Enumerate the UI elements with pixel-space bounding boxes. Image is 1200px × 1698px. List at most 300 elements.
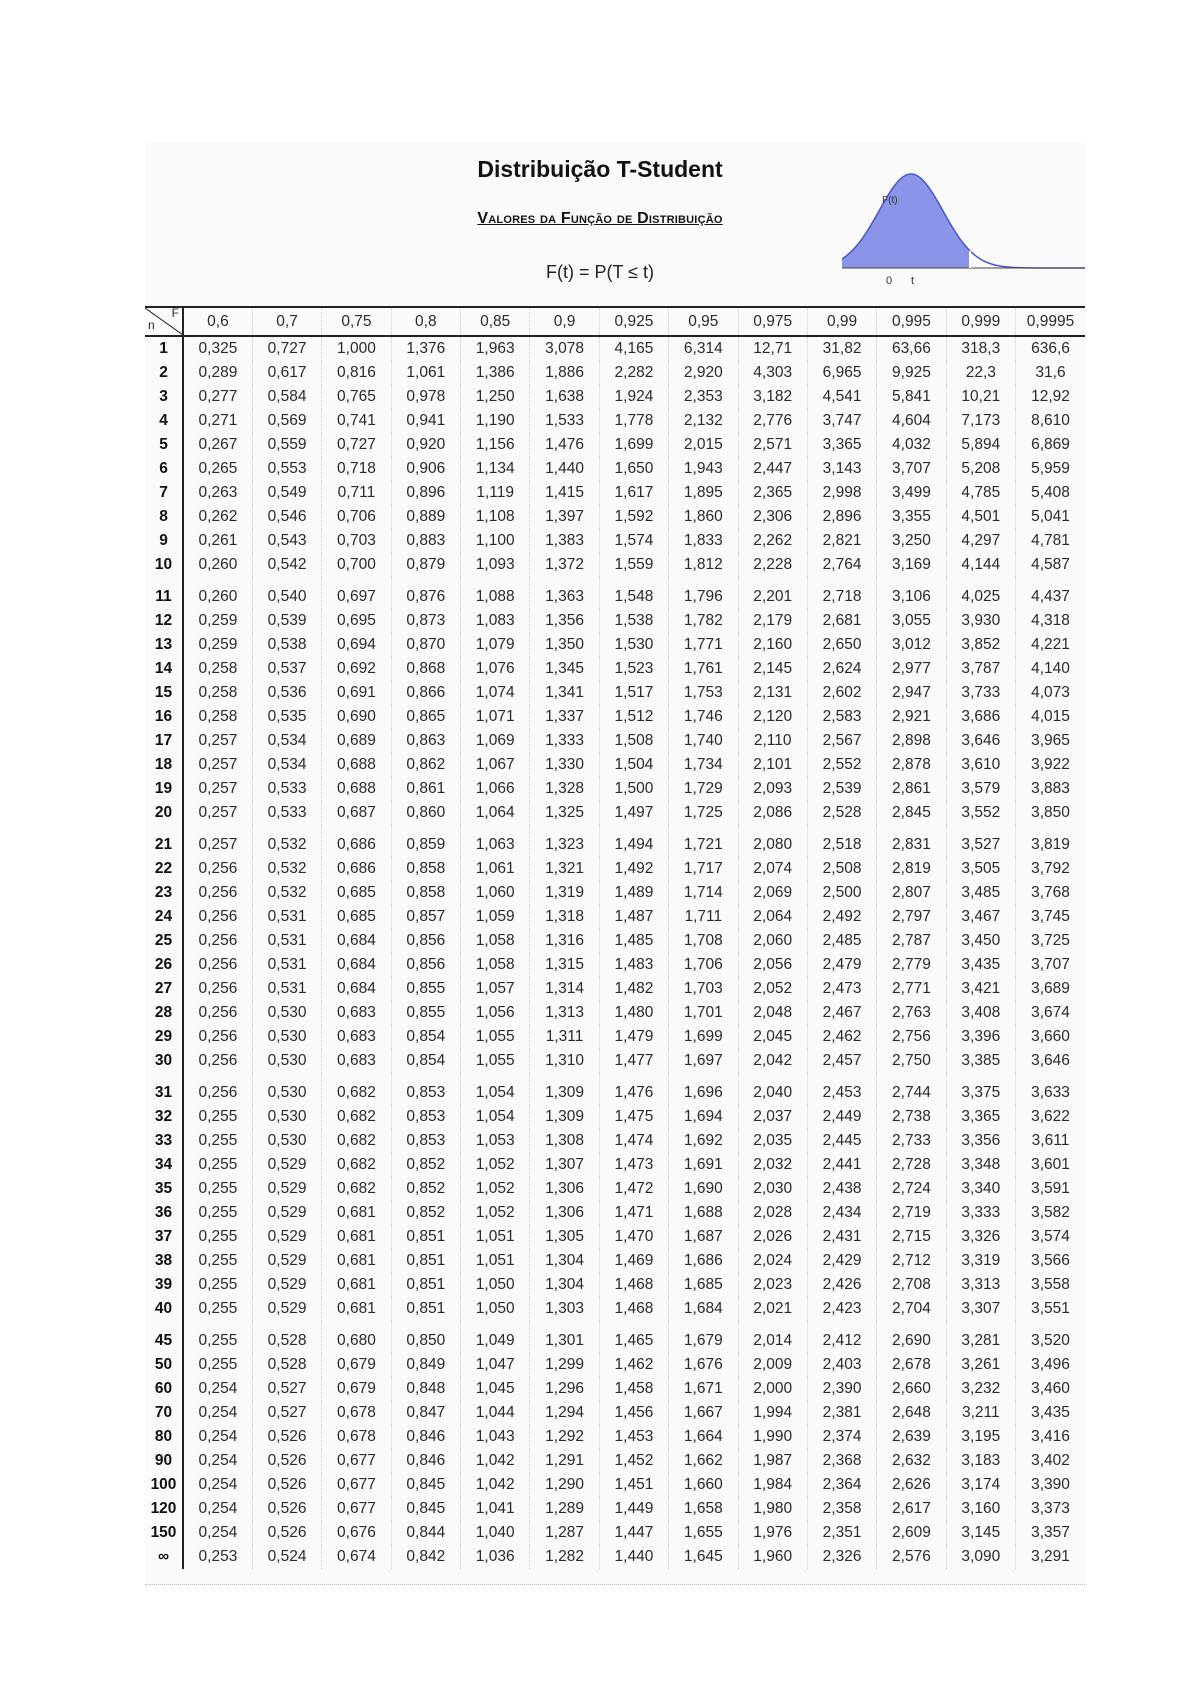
table-cell: 2,457 <box>807 1049 876 1073</box>
table-cell: 3,566 <box>1016 1249 1086 1273</box>
table-cell: 0,260 <box>183 577 252 609</box>
table-cell: 3,496 <box>1016 1353 1086 1377</box>
table-cell: 1,308 <box>530 1129 599 1153</box>
table-cell: 2,719 <box>877 1201 946 1225</box>
table-cell: 1,345 <box>530 657 599 681</box>
table-cell: 2,093 <box>738 777 807 801</box>
table-cell: 2,074 <box>738 857 807 881</box>
table-row <box>145 705 1085 729</box>
table-cell: 0,681 <box>322 1273 391 1297</box>
table-cell: 0,534 <box>252 753 321 777</box>
table-row <box>145 929 1085 953</box>
table-cell: 0,852 <box>391 1177 460 1201</box>
table-cell: 0,854 <box>391 1025 460 1049</box>
table-cell: 0,259 <box>183 609 252 633</box>
table-cell: 2,787 <box>877 929 946 953</box>
table-cell: 2,160 <box>738 633 807 657</box>
table-cell: 2,492 <box>807 905 876 929</box>
table-cell: 0,852 <box>391 1201 460 1225</box>
table-cell: 0,681 <box>322 1297 391 1321</box>
table-cell: 22,3 <box>946 361 1015 385</box>
table-cell: 0,683 <box>322 1025 391 1049</box>
table-cell: 0,530 <box>252 1129 321 1153</box>
degrees-of-freedom-cell: 13 <box>145 633 183 657</box>
table-cell: 1,667 <box>669 1401 738 1425</box>
table-cell: 1,943 <box>669 457 738 481</box>
table-cell: 1,734 <box>669 753 738 777</box>
table-cell: 1,533 <box>530 409 599 433</box>
table-cell: 3,527 <box>946 825 1015 857</box>
table-cell: 5,894 <box>946 433 1015 457</box>
table-cell: 0,680 <box>322 1321 391 1353</box>
table-cell: 6,965 <box>807 361 876 385</box>
table-cell: 1,440 <box>599 1545 668 1569</box>
table-cell: 4,144 <box>946 553 1015 577</box>
table-cell: 1,330 <box>530 753 599 777</box>
table-cell: 1,474 <box>599 1129 668 1153</box>
table-cell: 2,750 <box>877 1049 946 1073</box>
column-header: 0,99 <box>807 307 876 336</box>
table-cell: 1,055 <box>461 1049 530 1073</box>
table-cell: 3,611 <box>1016 1129 1086 1153</box>
table-row <box>145 1497 1085 1521</box>
table-cell: 2,609 <box>877 1521 946 1545</box>
table-cell: 0,677 <box>322 1473 391 1497</box>
table-cell: 3,819 <box>1016 825 1086 857</box>
table-cell: 3,326 <box>946 1225 1015 1249</box>
table-cell: 1,976 <box>738 1521 807 1545</box>
table-cell: 2,445 <box>807 1129 876 1153</box>
table-cell: 1,045 <box>461 1377 530 1401</box>
table-cell: 0,530 <box>252 1073 321 1105</box>
table-cell: 0,849 <box>391 1353 460 1377</box>
table-cell: 0,851 <box>391 1249 460 1273</box>
table-cell: 2,374 <box>807 1425 876 1449</box>
table-row <box>145 457 1085 481</box>
table-cell: 3,183 <box>946 1449 1015 1473</box>
table-cell: 1,687 <box>669 1225 738 1249</box>
table-cell: 1,057 <box>461 977 530 1001</box>
table-cell: 0,527 <box>252 1401 321 1425</box>
table-cell: 0,678 <box>322 1401 391 1425</box>
table-cell: 1,383 <box>530 529 599 553</box>
table-cell: 1,468 <box>599 1273 668 1297</box>
table-cell: 0,254 <box>183 1449 252 1473</box>
table-cell: 0,679 <box>322 1353 391 1377</box>
degrees-of-freedom-cell: 17 <box>145 729 183 753</box>
table-cell: 3,745 <box>1016 905 1086 929</box>
degrees-of-freedom-cell: 16 <box>145 705 183 729</box>
table-cell: 1,617 <box>599 481 668 505</box>
table-cell: 0,861 <box>391 777 460 801</box>
table-cell: 2,583 <box>807 705 876 729</box>
degrees-of-freedom-cell: 150 <box>145 1521 183 1545</box>
table-cell: 1,042 <box>461 1473 530 1497</box>
table-cell: 1,860 <box>669 505 738 529</box>
table-cell: 1,497 <box>599 801 668 825</box>
table-cell: 63,66 <box>877 336 946 361</box>
table-cell: 0,866 <box>391 681 460 705</box>
table-cell: 1,701 <box>669 1001 738 1025</box>
table-cell: 2,429 <box>807 1249 876 1273</box>
table-cell: 0,540 <box>252 577 321 609</box>
table-cell: 0,259 <box>183 633 252 657</box>
table-row <box>145 1273 1085 1297</box>
table-cell: 1,304 <box>530 1249 599 1273</box>
table-cell: 1,333 <box>530 729 599 753</box>
table-cell: 0,870 <box>391 633 460 657</box>
table-cell: 2,365 <box>738 481 807 505</box>
table-cell: 1,924 <box>599 385 668 409</box>
table-cell: 1,056 <box>461 1001 530 1025</box>
table-corner <box>145 307 183 336</box>
table-cell: 0,265 <box>183 457 252 481</box>
degrees-of-freedom-cell: 80 <box>145 1425 183 1449</box>
corner-f-label: F <box>171 307 179 320</box>
table-cell: 0,674 <box>322 1545 391 1569</box>
table-cell: 1,299 <box>530 1353 599 1377</box>
table-cell: 3,365 <box>807 433 876 457</box>
table-cell: 2,028 <box>738 1201 807 1225</box>
table-cell: 1,290 <box>530 1473 599 1497</box>
table-cell: 4,025 <box>946 577 1015 609</box>
table-cell: 3,365 <box>946 1105 1015 1129</box>
table-cell: 0,255 <box>183 1321 252 1353</box>
table-cell: 2,771 <box>877 977 946 1001</box>
table-cell: 2,069 <box>738 881 807 905</box>
table-cell: 3,674 <box>1016 1001 1086 1025</box>
table-cell: 1,485 <box>599 929 668 953</box>
table-cell: 3,792 <box>1016 857 1086 881</box>
table-cell: 0,681 <box>322 1225 391 1249</box>
degrees-of-freedom-cell: 6 <box>145 457 183 481</box>
table-cell: 0,530 <box>252 1025 321 1049</box>
table-cell: 2,262 <box>738 529 807 553</box>
table-cell: 1,694 <box>669 1105 738 1129</box>
table-cell: 1,054 <box>461 1073 530 1105</box>
table-cell: 3,078 <box>530 336 599 361</box>
table-cell: 1,453 <box>599 1425 668 1449</box>
table-cell: 0,532 <box>252 857 321 881</box>
table-cell: 2,035 <box>738 1129 807 1153</box>
table-cell: 3,930 <box>946 609 1015 633</box>
table-cell: 0,255 <box>183 1297 252 1321</box>
table-cell: 2,467 <box>807 1001 876 1025</box>
table-cell: 3,552 <box>946 801 1015 825</box>
table-cell: 1,753 <box>669 681 738 705</box>
table-row <box>145 977 1085 1001</box>
table-row <box>145 657 1085 681</box>
table-cell: 1,470 <box>599 1225 668 1249</box>
table-cell: 0,256 <box>183 953 252 977</box>
table-cell: 3,348 <box>946 1153 1015 1177</box>
table-cell: 1,386 <box>461 361 530 385</box>
table-cell: 0,862 <box>391 753 460 777</box>
table-cell: 6,869 <box>1016 433 1086 457</box>
table-cell: 2,602 <box>807 681 876 705</box>
table-cell: 1,050 <box>461 1297 530 1321</box>
table-cell: 0,853 <box>391 1073 460 1105</box>
table-cell: 1,711 <box>669 905 738 929</box>
table-row <box>145 553 1085 577</box>
table-cell: 0,876 <box>391 577 460 609</box>
table-cell: 3,787 <box>946 657 1015 681</box>
table-cell: 2,426 <box>807 1273 876 1297</box>
table-cell: 1,692 <box>669 1129 738 1153</box>
table-cell: 3,965 <box>1016 729 1086 753</box>
table-cell: 3,646 <box>946 729 1015 753</box>
table-cell: 0,906 <box>391 457 460 481</box>
table-cell: 4,587 <box>1016 553 1086 577</box>
table-cell: 1,309 <box>530 1105 599 1129</box>
table-cell: 2,650 <box>807 633 876 657</box>
table-cell: 0,865 <box>391 705 460 729</box>
table-cell: 3,591 <box>1016 1177 1086 1201</box>
table-cell: 5,841 <box>877 385 946 409</box>
table-cell: 12,71 <box>738 336 807 361</box>
table-cell: 2,728 <box>877 1153 946 1177</box>
table-cell: 2,704 <box>877 1297 946 1321</box>
table-cell: 0,879 <box>391 553 460 577</box>
table-cell: 2,056 <box>738 953 807 977</box>
table-cell: 4,604 <box>877 409 946 433</box>
table-cell: 1,480 <box>599 1001 668 1025</box>
table-cell: 0,682 <box>322 1073 391 1105</box>
table-cell: 0,683 <box>322 1049 391 1073</box>
table-cell: 1,316 <box>530 929 599 953</box>
table-cell: 0,528 <box>252 1353 321 1377</box>
table-cell: 0,254 <box>183 1473 252 1497</box>
degrees-of-freedom-cell: 31 <box>145 1073 183 1105</box>
table-cell: 0,533 <box>252 801 321 825</box>
table-cell: 0,718 <box>322 457 391 481</box>
table-cell: 0,845 <box>391 1473 460 1497</box>
table-cell: 4,015 <box>1016 705 1086 729</box>
table-cell: 0,846 <box>391 1449 460 1473</box>
table-cell: 0,258 <box>183 681 252 705</box>
table-cell: 0,263 <box>183 481 252 505</box>
table-cell: 0,255 <box>183 1105 252 1129</box>
table-cell: 0,530 <box>252 1001 321 1025</box>
table-cell: 1,294 <box>530 1401 599 1425</box>
table-cell: 0,850 <box>391 1321 460 1353</box>
table-cell: 1,691 <box>669 1153 738 1177</box>
table-cell: 1,447 <box>599 1521 668 1545</box>
table-cell: 2,648 <box>877 1401 946 1425</box>
table-cell: 2,438 <box>807 1177 876 1201</box>
table-cell: 3,558 <box>1016 1273 1086 1297</box>
table-cell: 0,262 <box>183 505 252 529</box>
table-cell: 3,435 <box>946 953 1015 977</box>
table-cell: 3,707 <box>1016 953 1086 977</box>
table-row <box>145 529 1085 553</box>
table-cell: 3,174 <box>946 1473 1015 1497</box>
degrees-of-freedom-cell: 3 <box>145 385 183 409</box>
table-cell: 2,776 <box>738 409 807 433</box>
table-cell: 0,526 <box>252 1425 321 1449</box>
table-cell: 2,639 <box>877 1425 946 1449</box>
table-cell: 0,254 <box>183 1425 252 1449</box>
table-cell: 1,291 <box>530 1449 599 1473</box>
table-cell: 0,254 <box>183 1377 252 1401</box>
table-row <box>145 905 1085 929</box>
table-cell: 3,725 <box>1016 929 1086 953</box>
degrees-of-freedom-cell: 18 <box>145 753 183 777</box>
table-cell: 3,733 <box>946 681 1015 705</box>
table-cell: 1,740 <box>669 729 738 753</box>
table-cell: 3,505 <box>946 857 1015 881</box>
table-cell: 1,054 <box>461 1105 530 1129</box>
table-cell: 1,337 <box>530 705 599 729</box>
table-cell: 0,255 <box>183 1353 252 1377</box>
table-row <box>145 633 1085 657</box>
table-cell: 1,746 <box>669 705 738 729</box>
table-cell: 2,998 <box>807 481 876 505</box>
table-cell: 1,341 <box>530 681 599 705</box>
table-cell: 3,747 <box>807 409 876 433</box>
table-cell: 31,6 <box>1016 361 1086 385</box>
table-cell: 0,526 <box>252 1497 321 1521</box>
table-cell: 1,397 <box>530 505 599 529</box>
table-cell: 1,052 <box>461 1177 530 1201</box>
table-cell: 1,697 <box>669 1049 738 1073</box>
table-cell: 2,351 <box>807 1521 876 1545</box>
table-cell: 2,831 <box>877 825 946 857</box>
degrees-of-freedom-cell: 29 <box>145 1025 183 1049</box>
table-cell: 3,499 <box>877 481 946 505</box>
table-cell: 4,165 <box>599 336 668 361</box>
table-cell: 3,357 <box>1016 1521 1086 1545</box>
table-cell: 1,328 <box>530 777 599 801</box>
table-cell: 0,543 <box>252 529 321 553</box>
table-cell: 3,340 <box>946 1177 1015 1201</box>
table-cell: 1,517 <box>599 681 668 705</box>
table-cell: 1,696 <box>669 1073 738 1105</box>
degrees-of-freedom-cell: 26 <box>145 953 183 977</box>
table-cell: 1,671 <box>669 1377 738 1401</box>
table-row <box>145 1249 1085 1273</box>
table-cell: 2,179 <box>738 609 807 633</box>
table-cell: 0,859 <box>391 825 460 857</box>
column-header: 0,925 <box>599 307 668 336</box>
table-cell: 2,403 <box>807 1353 876 1377</box>
table-cell: 0,531 <box>252 977 321 1001</box>
table-row <box>145 1521 1085 1545</box>
degrees-of-freedom-cell: 24 <box>145 905 183 929</box>
table-cell: 1,306 <box>530 1201 599 1225</box>
table-cell: 3,250 <box>877 529 946 553</box>
table-cell: 1,685 <box>669 1273 738 1297</box>
table-cell: 8,610 <box>1016 409 1086 433</box>
table-row <box>145 361 1085 385</box>
table-cell: 0,860 <box>391 801 460 825</box>
table-cell: 1,042 <box>461 1449 530 1473</box>
table-cell: 2,624 <box>807 657 876 681</box>
table-cell: 2,718 <box>807 577 876 609</box>
table-cell: 1,061 <box>461 857 530 881</box>
table-row <box>145 1177 1085 1201</box>
table-cell: 4,140 <box>1016 657 1086 681</box>
table-cell: 0,526 <box>252 1473 321 1497</box>
table-cell: 3,307 <box>946 1297 1015 1321</box>
column-header: 0,999 <box>946 307 1015 336</box>
degrees-of-freedom-cell: 22 <box>145 857 183 881</box>
table-cell: 1,049 <box>461 1321 530 1353</box>
table-cell: 1,314 <box>530 977 599 1001</box>
table-cell: 0,852 <box>391 1153 460 1177</box>
table-cell: 1,494 <box>599 825 668 857</box>
table-cell: 3,707 <box>877 457 946 481</box>
degrees-of-freedom-cell: 23 <box>145 881 183 905</box>
table-cell: 0,682 <box>322 1105 391 1129</box>
table-cell: 0,289 <box>183 361 252 385</box>
table-row <box>145 825 1085 857</box>
table-cell: 1,053 <box>461 1129 530 1153</box>
table-cell: 1,304 <box>530 1273 599 1297</box>
table-cell: 1,886 <box>530 361 599 385</box>
table-cell: 2,086 <box>738 801 807 825</box>
table-row <box>145 409 1085 433</box>
table-cell: 3,633 <box>1016 1073 1086 1105</box>
degrees-of-freedom-cell: 60 <box>145 1377 183 1401</box>
table-cell: 1,415 <box>530 481 599 505</box>
table-cell: 0,529 <box>252 1225 321 1249</box>
table-cell: 2,040 <box>738 1073 807 1105</box>
table-cell: 3,333 <box>946 1201 1015 1225</box>
degrees-of-freedom-cell: 40 <box>145 1297 183 1321</box>
degrees-of-freedom-cell: 27 <box>145 977 183 1001</box>
table-cell: 1,100 <box>461 529 530 553</box>
table-cell: 1,487 <box>599 905 668 929</box>
table-cell: 1,036 <box>461 1545 530 1569</box>
degrees-of-freedom-cell: 5 <box>145 433 183 457</box>
table-cell: 5,041 <box>1016 505 1086 529</box>
table-cell: 0,706 <box>322 505 391 529</box>
table-cell: 0,896 <box>391 481 460 505</box>
table-cell: 1,574 <box>599 529 668 553</box>
table-row <box>145 433 1085 457</box>
degrees-of-freedom-cell: 28 <box>145 1001 183 1025</box>
table-cell: 3,160 <box>946 1497 1015 1521</box>
degrees-of-freedom-cell: 45 <box>145 1321 183 1353</box>
table-cell: 3,601 <box>1016 1153 1086 1177</box>
table-cell: 0,617 <box>252 361 321 385</box>
table-cell: 1,479 <box>599 1025 668 1049</box>
table-cell: 1,063 <box>461 825 530 857</box>
table-cell: 0,848 <box>391 1377 460 1401</box>
table-cell: 3,055 <box>877 609 946 633</box>
table-cell: 1,465 <box>599 1321 668 1353</box>
table-cell: 1,066 <box>461 777 530 801</box>
table-row <box>145 1425 1085 1449</box>
table-cell: 1,530 <box>599 633 668 657</box>
table-cell: 1,376 <box>391 336 460 361</box>
table-cell: 31,82 <box>807 336 876 361</box>
table-cell: 0,256 <box>183 1001 252 1025</box>
table-cell: 2,920 <box>669 361 738 385</box>
table-cell: 1,990 <box>738 1425 807 1449</box>
table-cell: 0,855 <box>391 977 460 1001</box>
table-cell: 0,255 <box>183 1177 252 1201</box>
table-cell: 1,119 <box>461 481 530 505</box>
table-cell: 3,660 <box>1016 1025 1086 1049</box>
table-cell: 3,646 <box>1016 1049 1086 1073</box>
table-cell: 0,534 <box>252 729 321 753</box>
table-cell: 2,228 <box>738 553 807 577</box>
table-cell: 0,529 <box>252 1297 321 1321</box>
table-cell: 0,255 <box>183 1273 252 1297</box>
table-cell: 3,520 <box>1016 1321 1086 1353</box>
